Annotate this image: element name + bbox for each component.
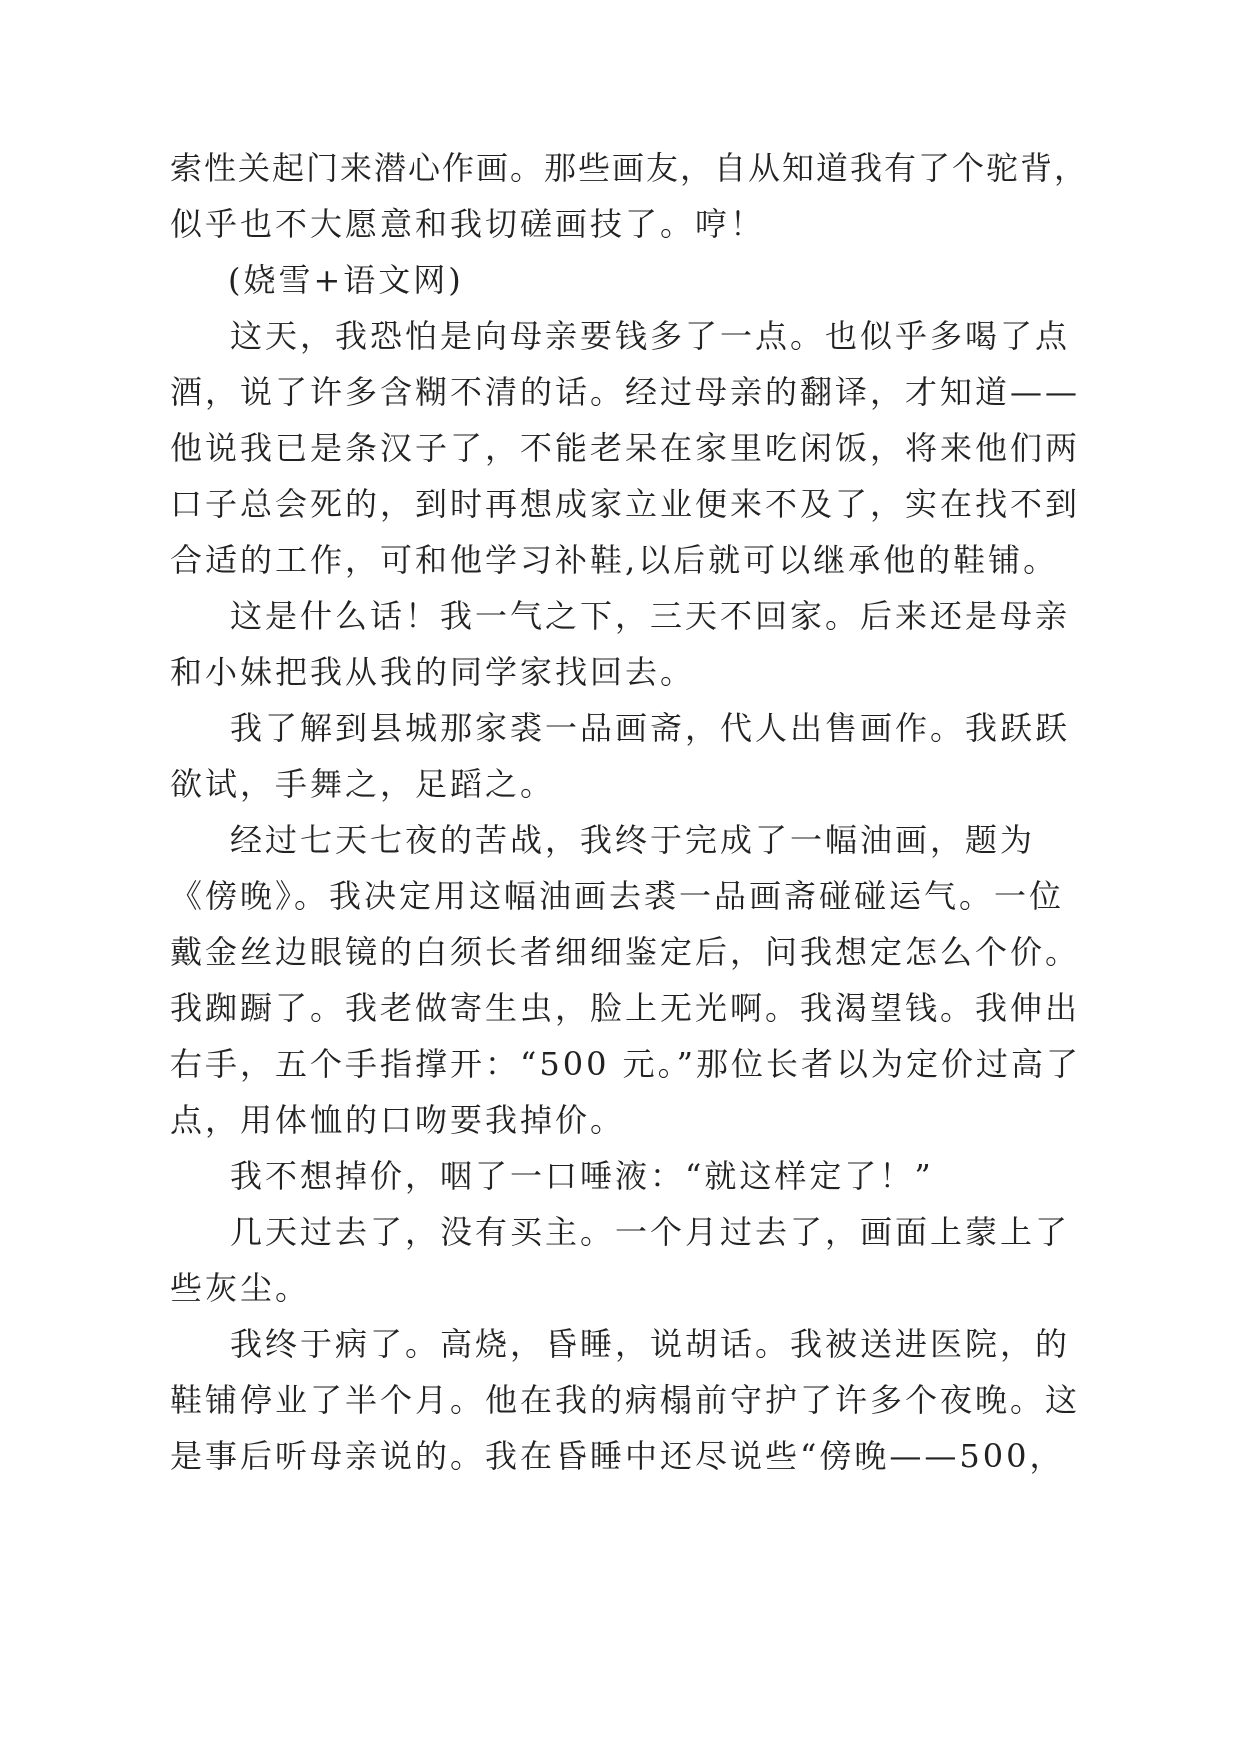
text-line: 我踟蹰了。我老做寄生虫，脸上无光啊。我渴望钱。我伸出 [170, 989, 1081, 1027]
text-line: 欲试，手舞之，足蹈之。 [170, 765, 556, 803]
text-line: 和小妹把我从我的同学家找回去。 [170, 653, 696, 691]
text-line: 右手，五个手指撑开：“500 元。”那位长者以为定价过高了 [170, 1045, 1081, 1083]
text-line: 合适的工作，可和他学习补鞋,以后就可以继承他的鞋铺。 [170, 541, 1059, 579]
text-line: 他说我已是条汉子了，不能老呆在家里吃闲饭，将来他们两 [170, 429, 1081, 467]
text-line: 这是什么话！我一气之下，三天不回家。后来还是母亲 [230, 597, 1071, 635]
text-line: 鞋铺停业了半个月。他在我的病榻前守护了许多个夜晚。这 [170, 1381, 1081, 1419]
text-line: 戴金丝边眼镜的白须长者细细鉴定后，问我想定怎么个价。 [170, 933, 1081, 971]
text-line: 是事后听母亲说的。我在昏睡中还尽说些“傍晚——500， [170, 1437, 1065, 1475]
text-line: 经过七天七夜的苦战，我终于完成了一幅油画，题为 [230, 821, 1036, 859]
text-line: 索性关起门来潜心作画。那些画友，自从知道我有了个驼背， [170, 149, 1089, 187]
text-line: 酒，说了许多含糊不清的话。经过母亲的翻译，才知道—— [170, 373, 1081, 411]
text-line: (娆雪+语文网) [228, 261, 464, 299]
text-line: 这天，我恐怕是向母亲要钱多了一点。也似乎多喝了点 [230, 317, 1071, 355]
text-line: 似乎也不大愿意和我切磋画技了。哼！ [170, 205, 766, 243]
text-line: 几天过去了，没有买主。一个月过去了，画面上蒙上了 [230, 1213, 1071, 1251]
text-line: 《傍晚》。我决定用这幅油画去裘一品画斋碰碰运气。一位 [170, 877, 1065, 915]
text-line: 我不想掉价，咽了一口唾液：“就这样定了！” [230, 1157, 934, 1195]
text-line: 点，用体恤的口吻要我掉价。 [170, 1101, 626, 1139]
text-line: 口子总会死的，到时再想成家立业便来不及了，实在找不到 [170, 485, 1081, 523]
text-line: 我了解到县城那家裘一品画斋，代人出售画作。我跃跃 [230, 709, 1071, 747]
text-line: 些灰尘。 [170, 1269, 311, 1307]
text-line: 我终于病了。高烧，昏睡，说胡话。我被送进医院，的 [230, 1325, 1071, 1363]
